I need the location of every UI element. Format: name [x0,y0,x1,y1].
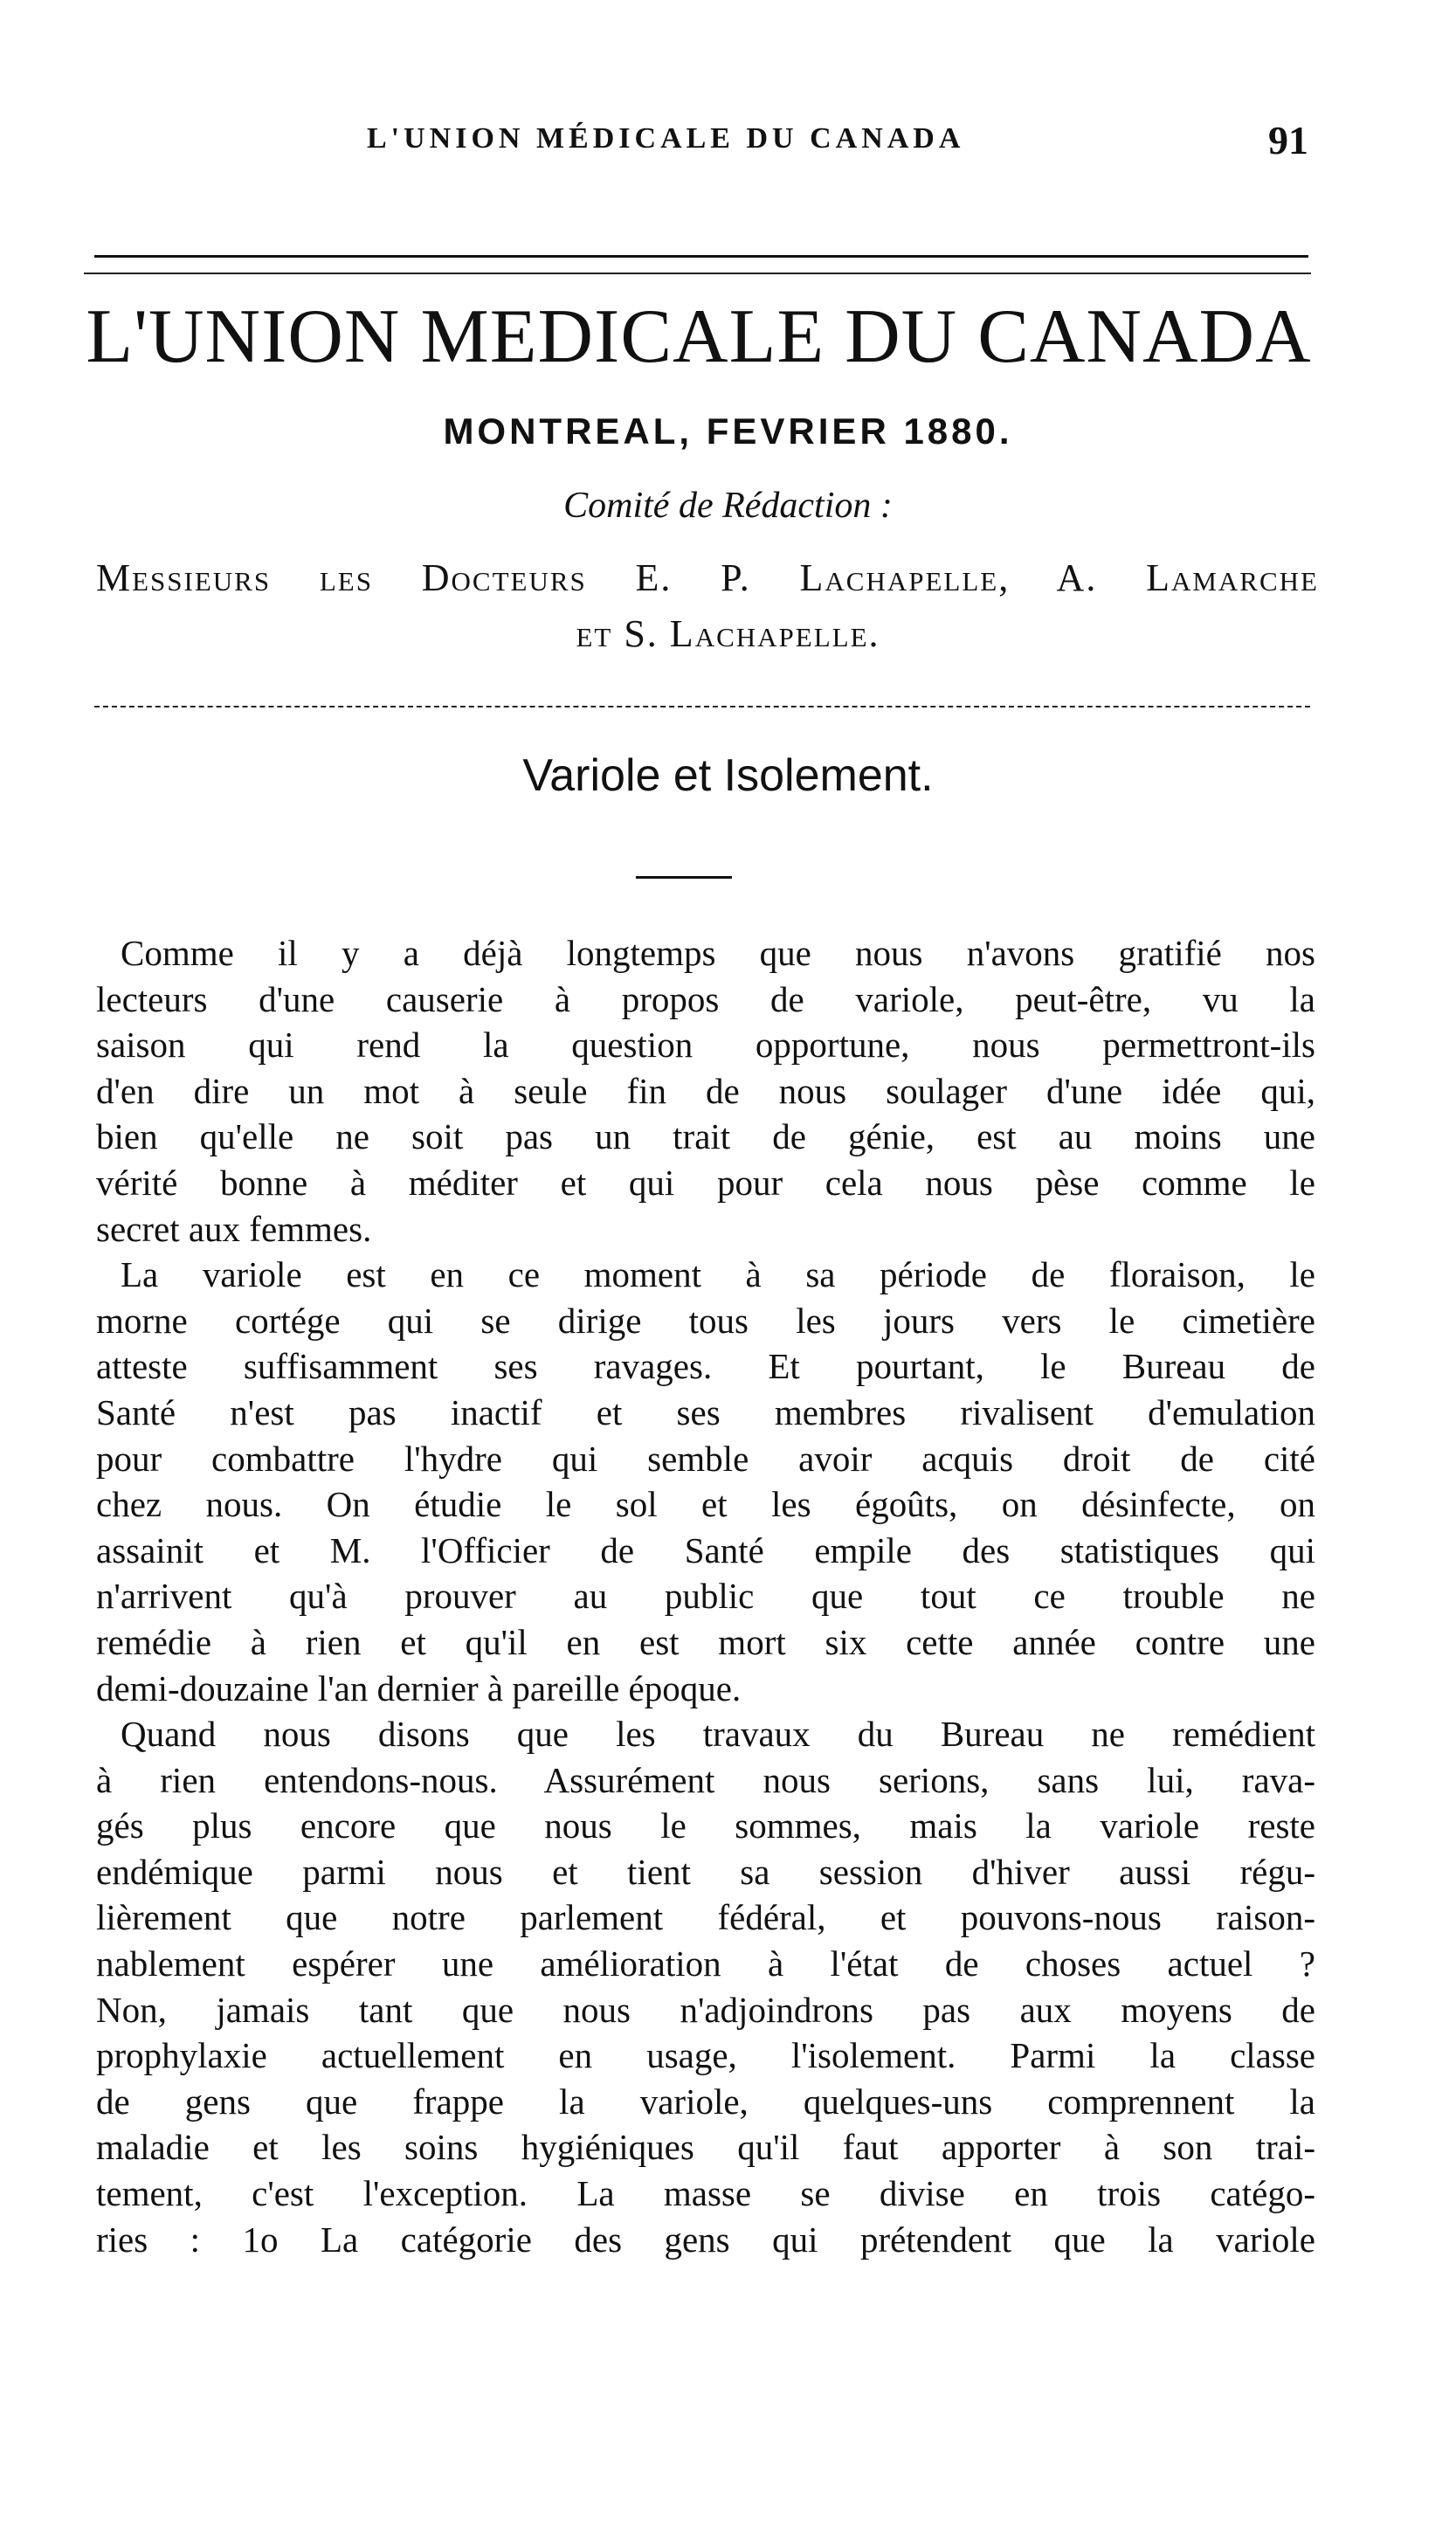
body-line: de gens que frappe la variole, quelques-uns comprennent la [96,2081,1315,2122]
body-line: atteste suffisamment ses ravages. Et pourtant, le Bureau de [96,1346,1315,1387]
running-title: L'UNION MÉDICALE DU CANADA [367,122,965,155]
body-line: d'en dire un mot à seule fin de nous soulager d'une idée qui, [96,1070,1315,1111]
committee-members-line-2: et S. Lachapelle. [576,612,880,655]
body-line: vérité bonne à méditer et qui pour cela nous pèse comme le [96,1162,1315,1203]
body-line: à rien entendons-nous. Assurément nous serions, sans lui, rava- [96,1759,1315,1800]
body-line: lièrement que notre parlement fédéral, et pouvons-nous raison- [96,1897,1315,1938]
body-line: assainit et M. l'Officier de Santé empile des statistiques qui [96,1529,1315,1570]
body-line: nablement espérer une amélioration à l'état de choses actuel ? [96,1943,1315,1984]
article-body [96,930,1315,2262]
section-divider [94,706,1310,707]
body-line: Quand nous disons que les travaux du Bureau ne remédient [121,1714,1315,1755]
body-line: Comme il y a déjà longtemps que nous n'avons gratifié nos [121,933,1315,973]
body-line: demi-douzaine l'an dernier à pareille époque. [96,1667,742,1708]
body-line: endémique parmi nous et tient sa session d'hiver aussi régu- [96,1851,1315,1892]
body-line: gés plus encore que nous le sommes, mais la variole reste [96,1805,1315,1846]
dateline: MONTREAL, FEVRIER 1880. [443,411,1013,452]
body-line: ries : 1o La catégorie des gens qui prétendent que la variole [96,2219,1315,2260]
body-line: Santé n'est pas inactif et ses membres rivalisent d'emulation [96,1391,1315,1432]
body-line: prophylaxie actuellement en usage, l'isolement. Parmi la classe [96,2035,1315,2076]
body-line: chez nous. On étudie le sol et les égoûts, on désinfecte, on [96,1484,1315,1525]
committee-members-line-1: Messieurs les Docteurs E. P. Lachapelle, A. Lamarche [96,556,1319,599]
masthead-title: L'UNION MEDICALE DU CANADA [86,294,1312,379]
body-line: remédie à rien et qu'il en est mort six cette année contre une [96,1621,1315,1662]
running-header [100,118,1319,175]
body-line: pour combattre l'hydre qui semble avoir acquis droit de cité [96,1438,1315,1479]
body-line: secret aux femmes. [96,1208,372,1249]
body-line: saison qui rend la question opportune, nous permettront-ils [96,1025,1315,1066]
body-line: maladie et les soins hygiéniques qu'il faut apporter à son trai- [96,2127,1315,2168]
body-line: n'arrivent qu'à prouver au public que tout ce trouble ne [96,1576,1315,1617]
page-number: 91 [1268,118,1308,162]
masthead-rule-lower [84,273,1311,274]
body-line: tement, c'est l'exception. La masse se divise en trois catégo- [96,2173,1315,2214]
masthead-rule-upper [94,255,1308,258]
article-title: Variole et Isolement. [522,750,934,801]
title-underline-rule [636,876,732,879]
body-line: bien qu'elle ne soit pas un trait de génie, est au moins une [96,1116,1315,1157]
body-line: lecteurs d'une causerie à propos de variole, peut-être, vu la [96,978,1315,1019]
body-line: Non, jamais tant que nous n'adjoindrons pas aux moyens de [96,1989,1315,2030]
body-line: morne cortége qui se dirige tous les jours vers le cimetière [96,1300,1315,1341]
committee-label: Comité de Rédaction : [563,486,893,526]
body-line: La variole est en ce moment à sa période de floraison, le [121,1254,1315,1295]
